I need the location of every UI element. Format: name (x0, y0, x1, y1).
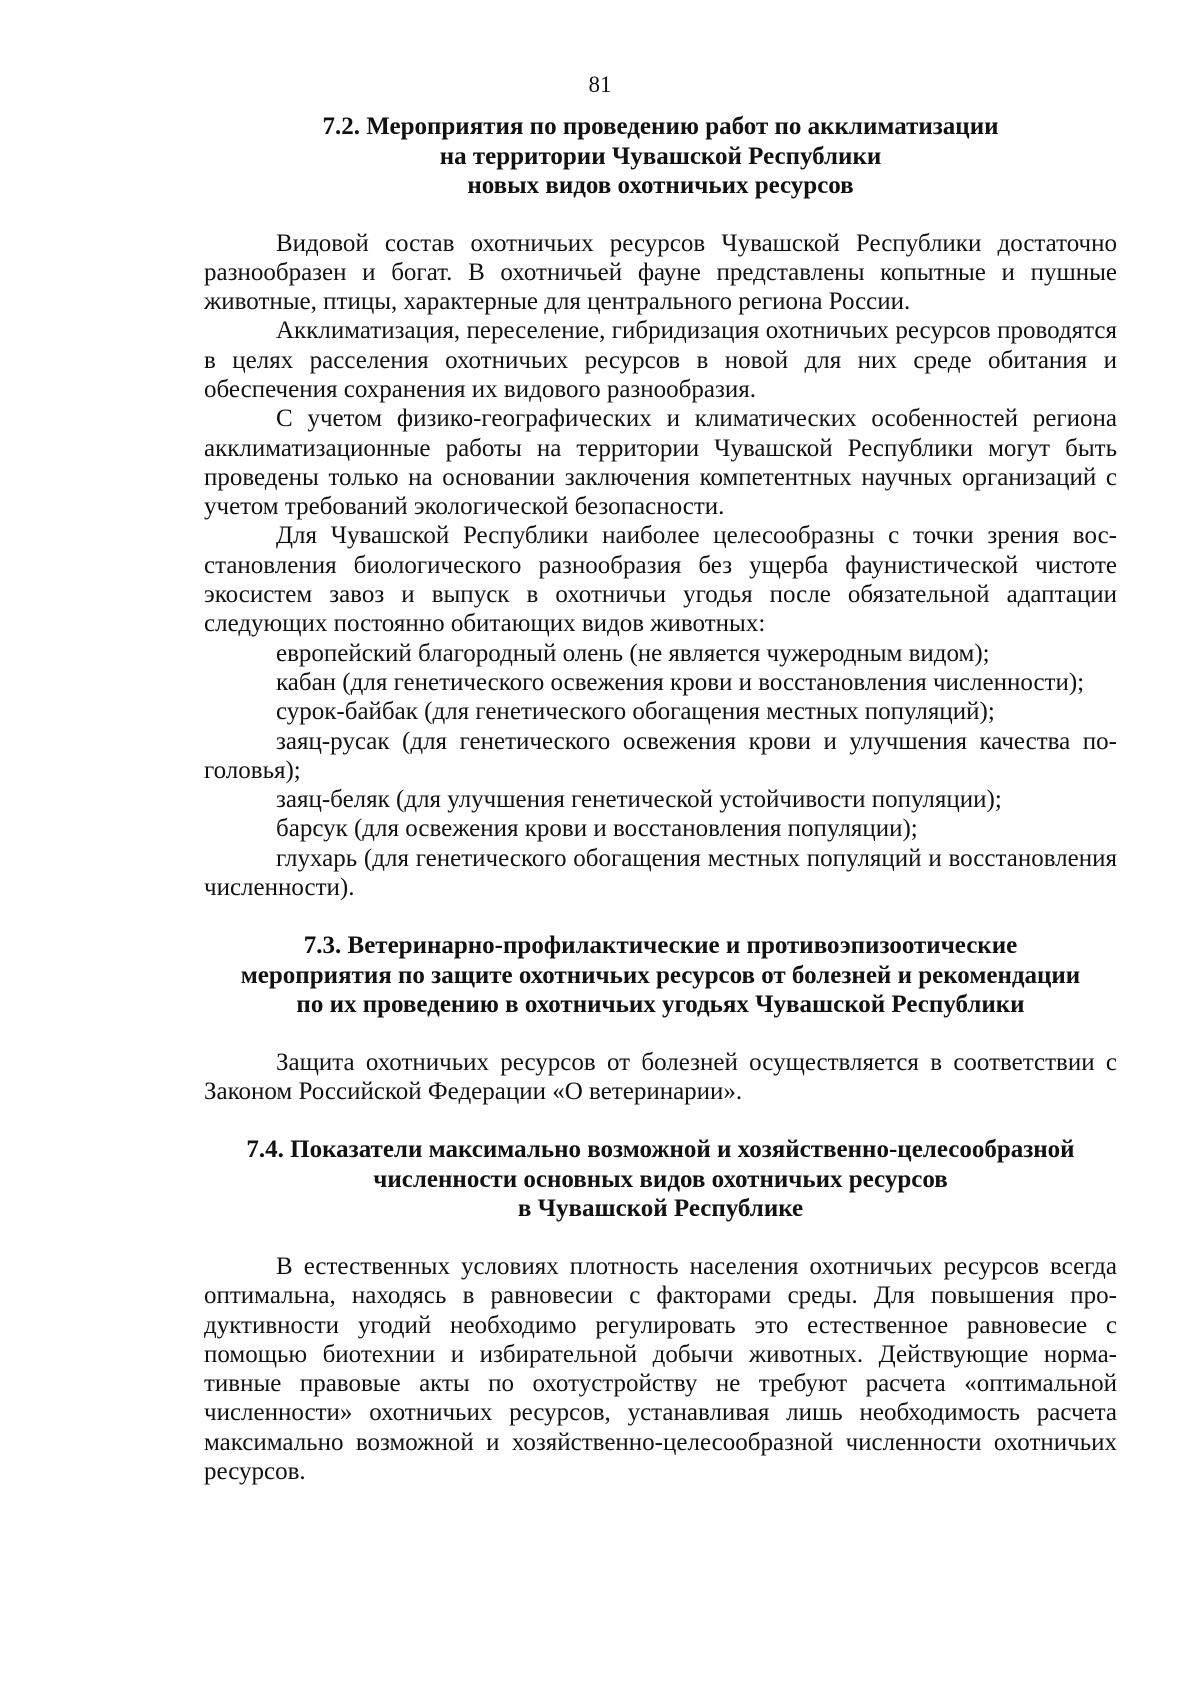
section-title-line: новых видов охотничьих ресурсов (467, 172, 854, 199)
paragraph: С учетом физико-географических и климатических особенностей региона акклиматизационные работы на территории Чувашской Республики могут быть проведены только на основании заключения компетентных научных организаций с учетом требований экологической безопасности. (204, 405, 1117, 521)
section-title-7-2 (204, 112, 1117, 201)
list-item: глухарь (для генетического обогащения местных популяций и восстановления численности). (204, 844, 1117, 902)
list-item: заяц-беляк (для улучшения генетической устойчивости популяции); (276, 786, 1002, 814)
list-item: сурок-байбак (для генетического обогащения местных популяций); (276, 698, 995, 726)
list-item: кабан (для генетического освежения крови и восстановления численности); (276, 668, 1085, 696)
section-title-line: 7.2. Мероприятия по проведению работ по акклиматизации (322, 113, 999, 140)
paragraph: В естественных условиях плотность населения охотничьих ресурсов всегда оптимальна, находясь в равновесии с факторами среды. Для повышения продуктивности угодий необходимо регулировать это естественное равновесие с помощью биотехнии и избирательной добычи животных. Действующие нормативные правовые акты по охотустройству не требуют расчета «оптимальной численности» охотничьих ресурсов, устанавливая лишь необходимость расчета максимально возможной и хозяйственно-целесообразной численности охотничьих ресурсов. (204, 1252, 1117, 1485)
section-title-line: в Чувашской Республике (517, 1195, 804, 1223)
section-title-7-3 (204, 931, 1117, 1020)
list-item: барсук (для освежения крови и восстановления популяции); (276, 815, 918, 843)
section-title-7-4 (204, 1135, 1117, 1224)
paragraph: Защита охотничьих ресурсов от болезней осуществляется в соответствии с Законом Российской Федерации «О ветеринарии». (204, 1048, 1117, 1106)
section-title-line: на территории Чувашской Республики (439, 142, 882, 170)
paragraph: Акклиматизация, переселение, гибридизация охотничьих ресурсов проводятся в целях расселения охотничьих ресурсов в новой для них среде обитания и обеспечения сохранения их видового разнообразия. (204, 317, 1117, 403)
section-title-line: по их проведению в охотничьих угодьях Чувашской Республики (296, 991, 1025, 1019)
page-number: 81 (588, 72, 612, 97)
paragraph: Видовой состав охотничьих ресурсов Чувашской Республики достаточно разнообразен и богат. В охотничьей фауне представлены копытные и пушные животные, птицы, характерные для центрального региона России. (204, 229, 1117, 316)
page-content (204, 112, 1117, 1486)
paragraph: Для Чувашской Республики наиболее целесообразны с точки зрения восстановления биологического разнообразия без ущерба фаунистической чистоте экосистем завоз и выпуск в охотничьи угодья после обязательной адаптации следующих постоянно обитающих видов животных: (204, 522, 1117, 638)
section-title-line: 7.3. Ветеринарно-профилактические и противоэпизоотические (303, 932, 1018, 960)
list-item: европейский благородный олень (не является чужеродным видом); (276, 639, 990, 667)
section-title-line: численности основных видов охотничьих ресурсов (373, 1165, 948, 1193)
section-title-line: 7.4. Показатели максимально возможной и хозяйственно-целесообразной (246, 1136, 1075, 1164)
list-item: заяц-русак (для генетического освежения крови и улучшения качества поголовья); (204, 727, 1117, 784)
section-title-line: мероприятия по защите охотничьих ресурсов от болезней и рекомендации (240, 961, 1081, 989)
